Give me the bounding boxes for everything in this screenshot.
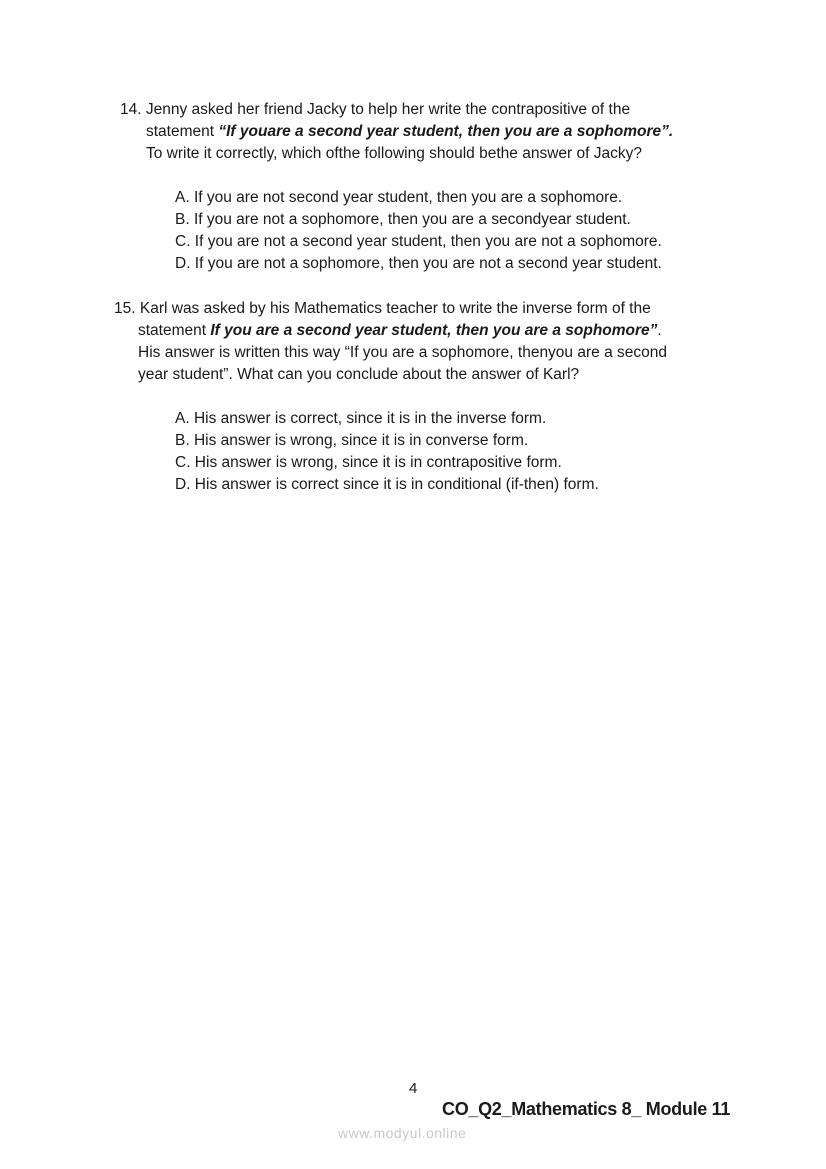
question-text: Karl was asked by his Mathematics teacher to write the inverse form of the <box>139 300 651 317</box>
page-number: 4 <box>409 1080 418 1097</box>
choice-d: D. If you are not a sophomore, then you are not a second year student. <box>175 255 662 272</box>
question-text: statement <box>138 322 211 339</box>
question-number: 15. <box>114 300 136 317</box>
emphasized-statement: If you are a second year student, then you are a sophomore” <box>210 322 658 339</box>
question-text: year student”. What can you conclude about the answer of Karl? <box>138 366 580 383</box>
question-text: To write it correctly, which ofthe following should bethe answer of Jacky? <box>146 145 642 162</box>
choice-a: A. His answer is correct, since it is in the inverse form. <box>175 410 547 427</box>
choices-14 <box>175 187 662 275</box>
emphasized-statement: “If youare a second year student, then you are a sophomore”. <box>218 123 674 140</box>
question-text: His answer is written this way “If you are a sophomore, thenyou are a second <box>138 344 667 361</box>
question-14 <box>120 99 673 165</box>
choice-d: D. His answer is correct since it is in conditional (if-then) form. <box>175 476 599 493</box>
choice-b: B. His answer is wrong, since it is in converse form. <box>175 432 529 449</box>
choice-c: C. His answer is wrong, since it is in contrapositive form. <box>175 454 562 471</box>
choice-c: C. If you are not a second year student, then you are not a sophomore. <box>175 233 662 250</box>
choices-15 <box>175 408 599 496</box>
question-text: . <box>657 322 662 339</box>
question-number: 14. <box>120 101 142 118</box>
question-text: Jenny asked her friend Jacky to help her write the contrapositive of the <box>145 101 631 118</box>
footer-module-label: CO_Q2_Mathematics 8_ Module 11 <box>442 1099 731 1119</box>
choice-b: B. If you are not a sophomore, then you are a secondyear student. <box>175 211 631 228</box>
watermark: www.modyul.online <box>338 1125 467 1141</box>
choice-a: A. If you are not second year student, then you are a sophomore. <box>175 189 623 206</box>
question-15 <box>114 298 667 386</box>
question-text: statement <box>146 123 219 140</box>
